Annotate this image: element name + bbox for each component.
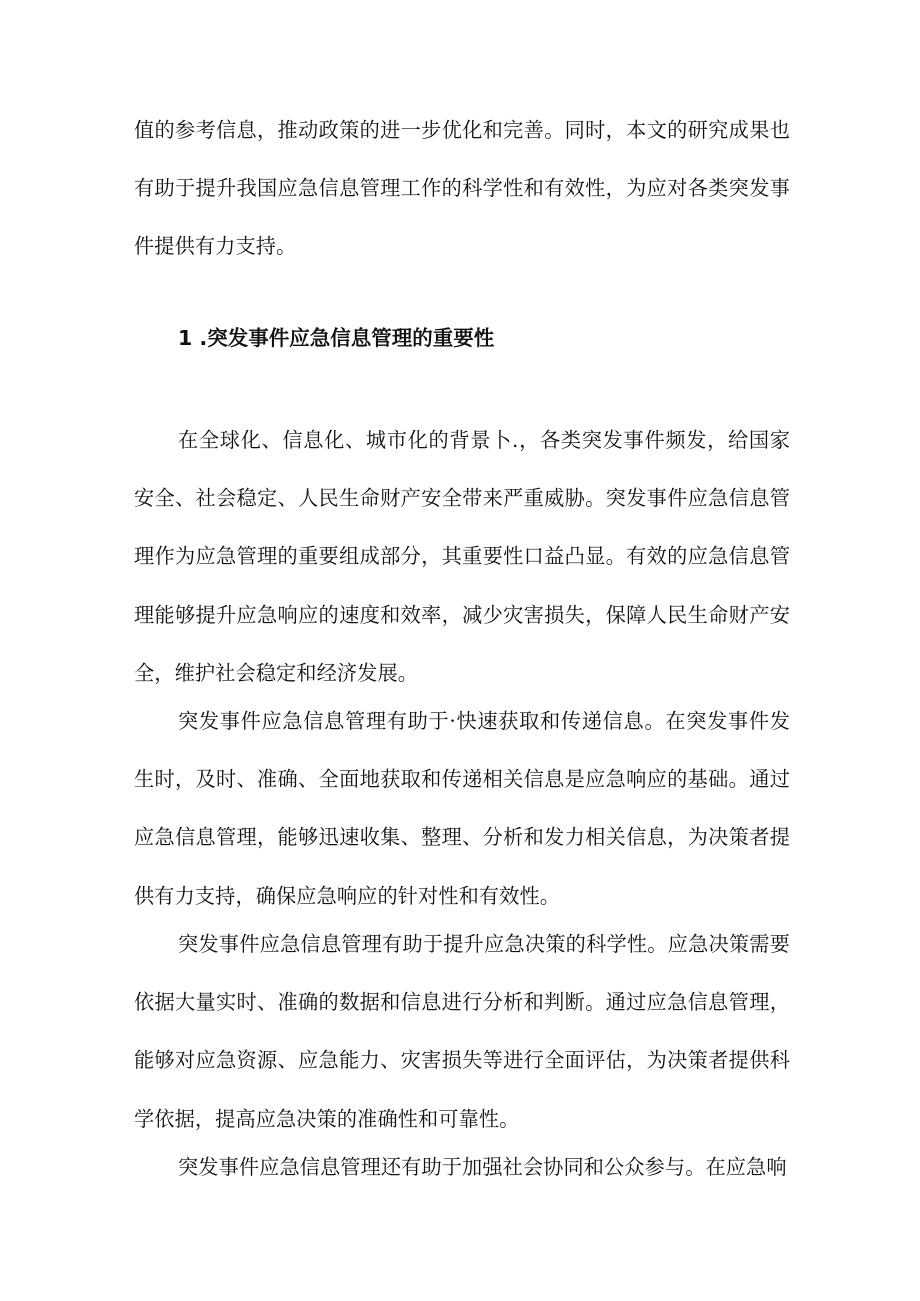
paragraph-info-transfer: 突发事件应急信息管理有助于·快速获取和传递信息。在突发事件发生时，及时、准确、全面地获取和传递相关信息是应急响应的基础。通过应急信息管理，能够迅速收集、整理、分析和发力相关信息，为决策者提供有力支持，确保应急响应的针对性和有效性。 bbox=[134, 709, 790, 908]
section-heading: 1 .突发事件应急信息管理的重要性 bbox=[178, 326, 495, 350]
paragraph-importance-overview: 在全球化、信息化、城市化的背景卜.，各类突发事件频发，给国家安全、社会稳定、人民生命财产安全带来严重威胁。突发事件应急信息管理作为应急管理的重要组成部分，其重要性口益凸显。有效的应急信息管理能够提升应急响应的速度和效率，减少灾害损失，保障人民生命财产安全，维护社会稳定和经济发展。 bbox=[134, 428, 790, 685]
paragraph-social-coordination: 突发事件应急信息管理还有助于加强社会协同和公众参与。在应急响 bbox=[178, 1155, 787, 1179]
paragraph-continuation: 值的参考信息，推动政策的进一步优化和完善。同时，本文的研究成果也有助于提升我国应急信息管理工作的科学性和有效性，为应对各类突发事件提供有力支持。 bbox=[134, 118, 790, 259]
paragraph-decision-science: 突发事件应急信息管理有助于提升应急决策的科学性。应急决策需要依据大量实时、准确的数据和信息进行分析和判断。通过应急信息管理，能够对应急资源、应急能力、灾害损失等进行全面评估，为决策者提供科学依据，提高应急决策的准确性和可靠性。 bbox=[134, 932, 790, 1131]
